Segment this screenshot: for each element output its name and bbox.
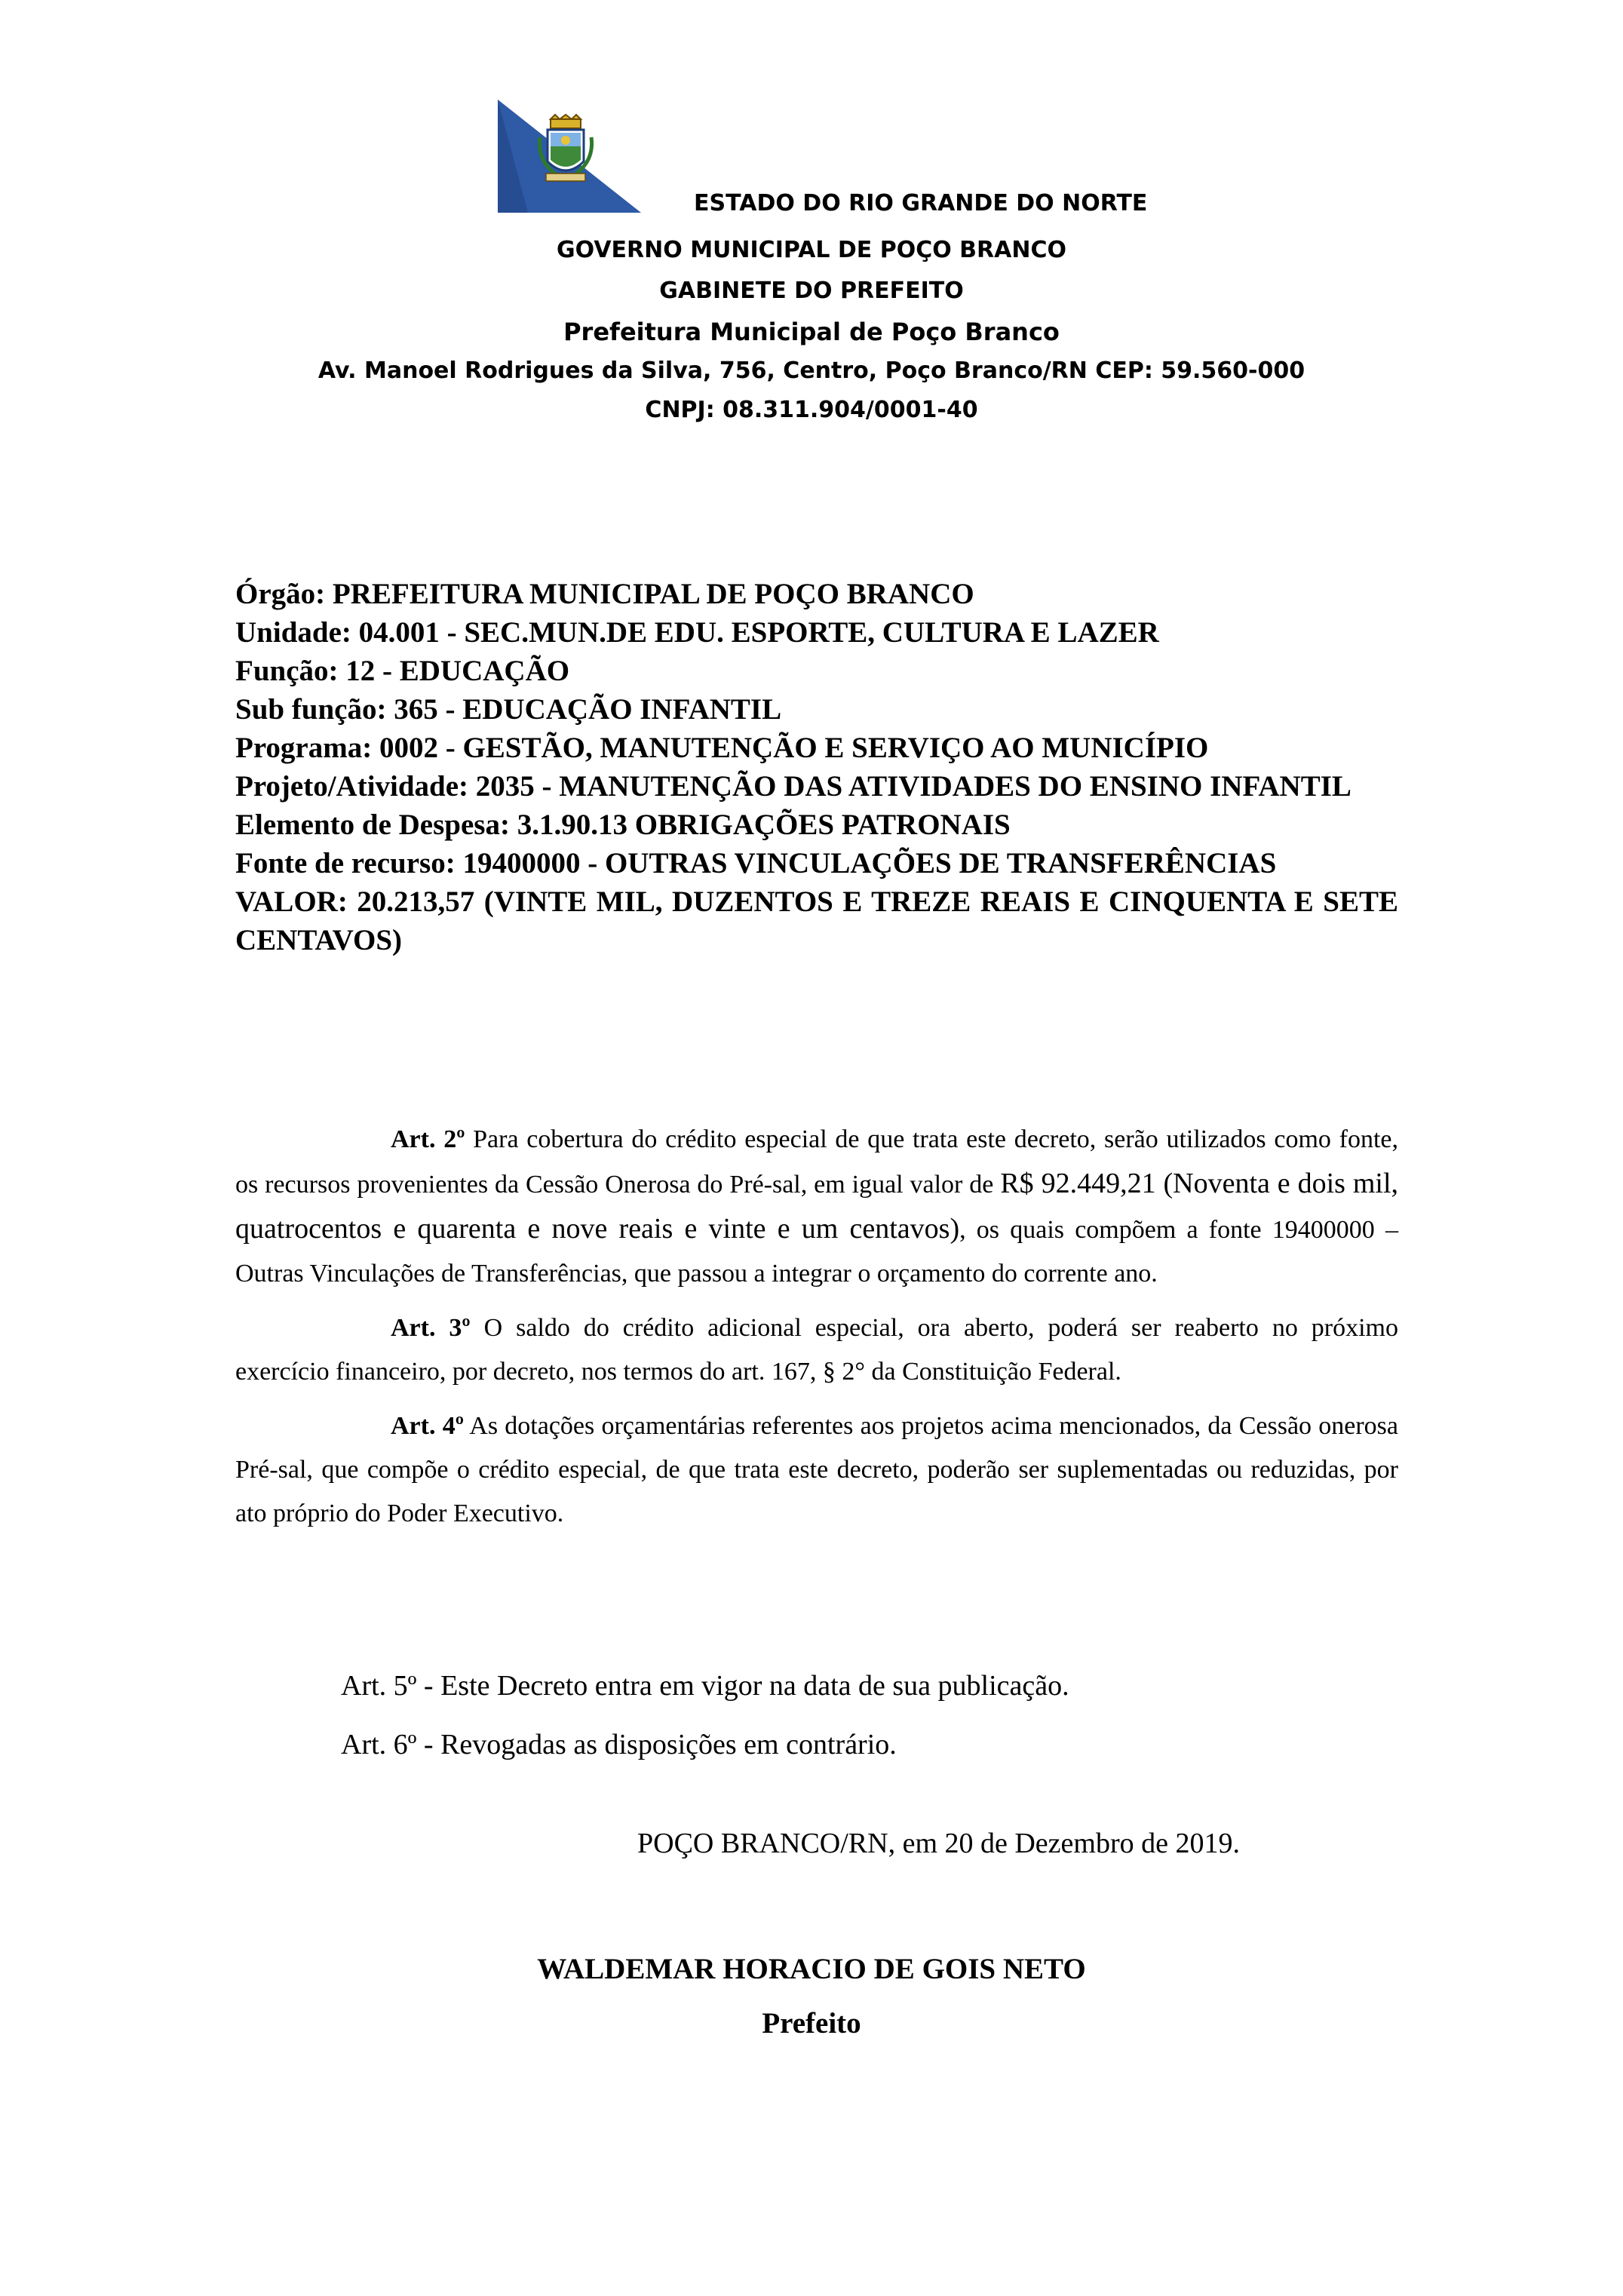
- article-2-label: Art. 2º: [391, 1125, 465, 1153]
- letterhead-government: GOVERNO MUNICIPAL DE POÇO BRANCO: [557, 237, 1066, 263]
- letterhead-office: GABINETE DO PREFEITO: [659, 278, 964, 304]
- budget-allocation-block: [235, 575, 1398, 959]
- final-articles: [341, 1656, 1397, 1774]
- article-5: Art. 5º - Este Decreto entra em vigor na data de sua publicação.: [341, 1670, 1069, 1702]
- signatory-name: WALDEMAR HORACIO DE GOIS NETO: [537, 1953, 1086, 1985]
- article-4-label: Art. 4º: [391, 1412, 464, 1440]
- article-3: [235, 1306, 1398, 1394]
- article-4: [235, 1404, 1398, 1536]
- article-4-text: As dotações orçamentárias referentes aos projetos acima mencionados, da Cessão onerosa Pré-sal, que compõe o crédito especial, de que trata este decreto, poderão ser suplementadas ou reduzidas, por ato próprio do Poder Executivo.: [235, 1412, 1398, 1527]
- article-3-label: Art. 3º: [391, 1314, 471, 1342]
- signatory-title: Prefeito: [762, 2007, 861, 2040]
- date-line: POÇO BRANCO/RN, em 20 de Dezembro de 2019.: [637, 1828, 1240, 1859]
- article-6: Art. 6º - Revogadas as disposições em contrário.: [341, 1729, 897, 1760]
- budget-fonte: Fonte de recurso: 19400000 - OUTRAS VINCULAÇÕES DE TRANSFERÊNCIAS: [235, 847, 1277, 879]
- letterhead-city-hall: Prefeitura Municipal de Poço Branco: [563, 318, 1060, 346]
- article-2: [235, 1118, 1398, 1296]
- budget-subfuncao: Sub função: 365 - EDUCAÇÃO INFANTIL: [235, 693, 782, 726]
- budget-orgao: Órgão: PREFEITURA MUNICIPAL DE POÇO BRANCO: [235, 578, 974, 610]
- article-2-text-c: , os quais compõem a fonte 19400000 – Outras Vinculações de Transferências, que passou a integrar o orçamento do corrente ano.: [235, 1216, 1398, 1288]
- budget-elemento: Elemento de Despesa: 3.1.90.13 OBRIGAÇÕES PATRONAIS: [235, 809, 1011, 841]
- budget-valor: VALOR: 20.213,57 (VINTE MIL, DUZENTOS E TREZE REAIS E CINQUENTA E SETE CENTAVOS): [235, 886, 1398, 956]
- budget-unidade: Unidade: 04.001 - SEC.MUN.DE EDU. ESPORTE, CULTURA E LAZER: [235, 616, 1159, 649]
- letterhead-address: Av. Manoel Rodrigues da Silva, 756, Centro, Poço Branco/RN CEP: 59.560-000: [318, 358, 1305, 384]
- budget-projeto: Projeto/Atividade: 2035 - MANUTENÇÃO DAS ATIVIDADES DO ENSINO INFANTIL: [235, 770, 1351, 803]
- letterhead-cnpj: CNPJ: 08.311.904/0001-40: [645, 397, 978, 423]
- articles-block: [235, 1118, 1398, 1546]
- budget-funcao: Função: 12 - EDUCAÇÃO: [235, 655, 570, 687]
- article-2-amount: R$ 92.449,21 (Noventa e dois mil, quatrocentos e quarenta e nove reais e vinte e um centavos): [235, 1168, 1399, 1245]
- budget-programa: Programa: 0002 - GESTÃO, MANUTENÇÃO E SERVIÇO AO MUNICÍPIO: [235, 732, 1209, 764]
- municipal-coat-of-arms-icon: [498, 100, 641, 213]
- article-2-text-a: Para cobertura do crédito especial de que trata este decreto, serão utilizados como fonte, os recursos provenientes da Cessão Onerosa do Pré-sal, em igual valor de: [235, 1125, 1398, 1199]
- article-3-text: O saldo do crédito adicional especial, ora aberto, poderá ser reaberto no próximo exercício financeiro, por decreto, nos termos do art. 167, § 2° da Constituição Federal.: [235, 1314, 1398, 1386]
- letterhead-state: ESTADO DO RIO GRANDE DO NORTE: [694, 190, 1148, 216]
